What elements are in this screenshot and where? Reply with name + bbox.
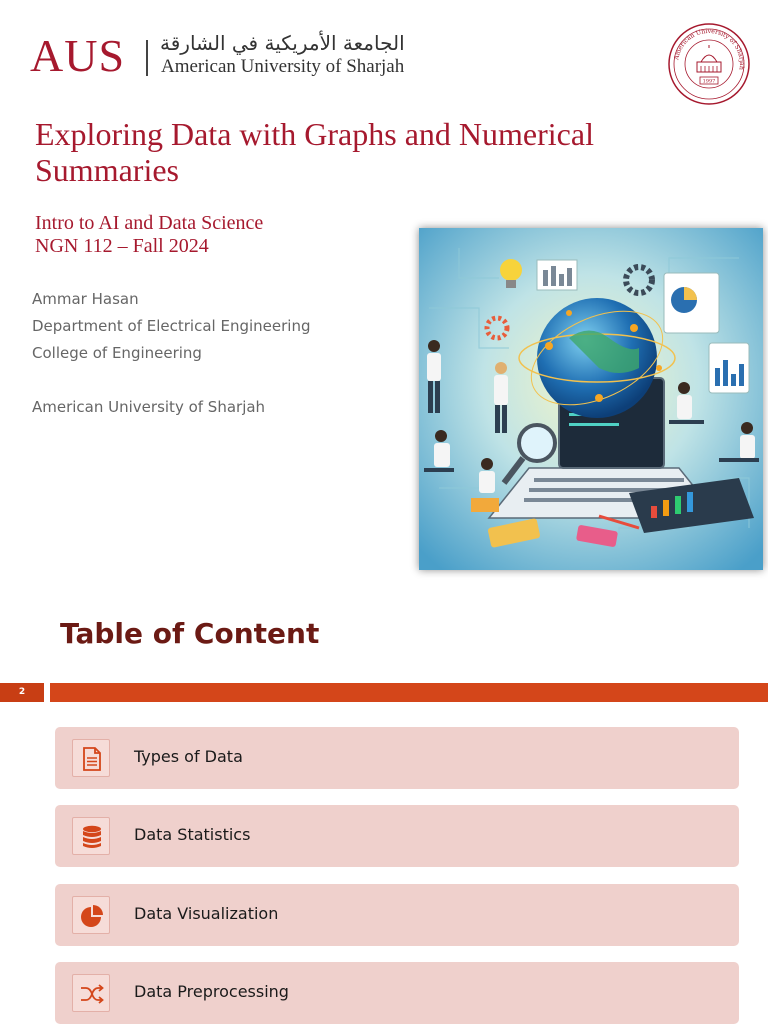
database-icon <box>72 817 110 855</box>
table-of-content-slide <box>0 600 768 1024</box>
toc-item-label: Data Statistics <box>134 825 251 844</box>
author-university: American University of Sharjah <box>32 398 266 416</box>
slide-number: 2 <box>0 683 44 702</box>
toc-heading: Table of Content <box>60 617 320 650</box>
toc-item-data-visualization[interactable] <box>55 884 739 946</box>
document-icon <box>72 739 110 777</box>
author-department: Department of Electrical Engineering <box>32 317 311 335</box>
seal-ring-text: American University of Sharjah <box>673 27 746 71</box>
data-science-illustration <box>419 228 763 570</box>
toc-item-label: Data Visualization <box>134 904 279 923</box>
shuffle-icon <box>72 974 110 1012</box>
author-college: College of Engineering <box>32 344 202 362</box>
toc-item-label: Data Preprocessing <box>134 982 289 1001</box>
toc-item-types-of-data[interactable] <box>55 727 739 789</box>
accent-bar <box>50 683 768 702</box>
aus-logo-english: American University of Sharjah <box>161 56 405 77</box>
seal-year: 1997 <box>702 78 716 85</box>
university-seal-icon <box>667 22 751 106</box>
course-name: Intro to AI and Data Science <box>35 212 264 234</box>
course-code: NGN 112 – Fall 2024 <box>35 235 209 257</box>
aus-logo-abbr: AUS <box>30 30 126 81</box>
aus-logo-arabic: الجامعة الأمريكية في الشارقة <box>160 31 405 55</box>
toc-item-label: Types of Data <box>134 747 243 766</box>
logo-separator <box>146 40 148 76</box>
author-name: Ammar Hasan <box>32 290 139 308</box>
toc-item-data-statistics[interactable] <box>55 805 739 867</box>
illustration-graphic <box>419 228 763 570</box>
toc-item-data-preprocessing[interactable] <box>55 962 739 1024</box>
presentation-title: Exploring Data with Graphs and Numerical Summaries <box>35 116 594 188</box>
pie-chart-icon <box>72 896 110 934</box>
